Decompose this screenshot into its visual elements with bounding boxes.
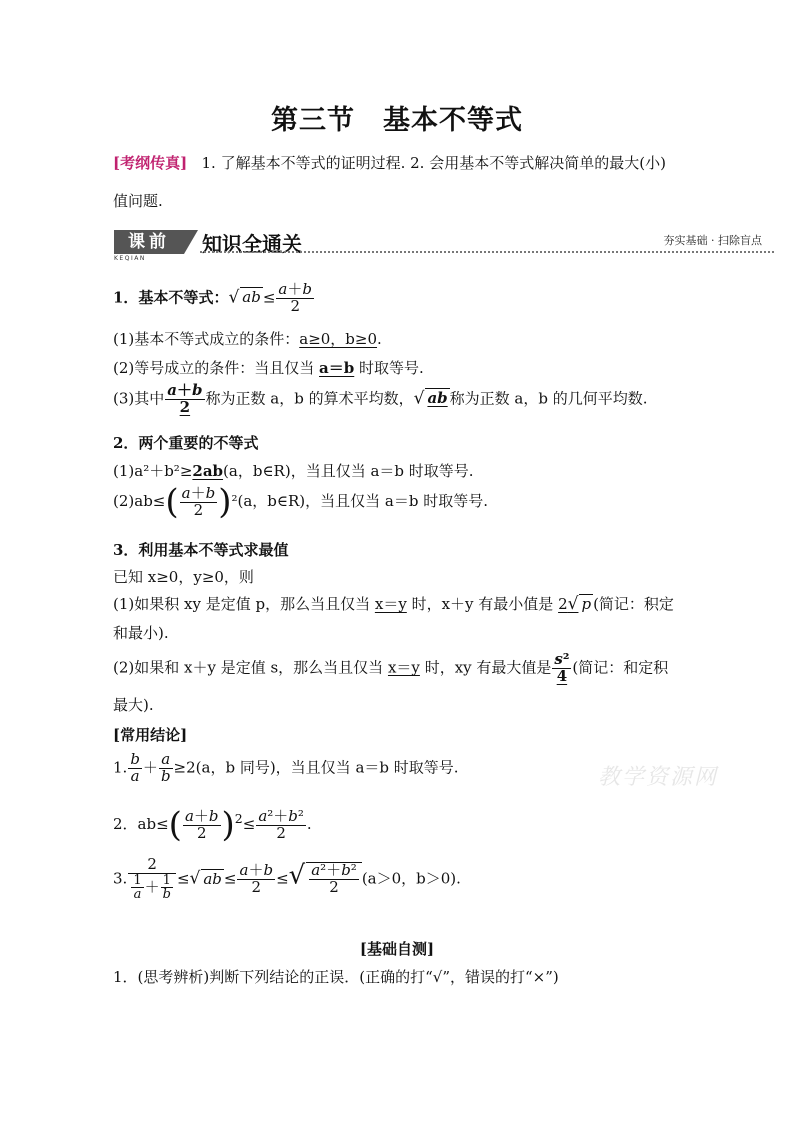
s3-item1: (1)如果积 xy 是定值 p，那么当且仅当 x＝y 时，x＋y 有最小值是 2√ p (简记：积定 <box>113 594 674 614</box>
s3-item2-cont: 最大). <box>113 696 154 714</box>
s3-item2-mid: 时，xy 有最大值是 <box>424 658 552 677</box>
banner-triangle <box>184 230 198 254</box>
s2-item2-pre: (2)ab≤ <box>113 492 166 510</box>
s3-heading: 3．利用基本不等式求最值 <box>113 541 289 559</box>
s3-item2-answer: x＝y <box>387 658 420 677</box>
s1-item3-pre: (3)其中 <box>113 389 165 408</box>
s1-item3-post: 称为正数 a，b 的几何平均数. <box>449 389 648 408</box>
watermark: 教学资源网 <box>598 765 719 790</box>
s1-item1-text: (1)基本不等式成立的条件： <box>113 330 300 348</box>
s3-item2-pre: (2)如果和 x＋y 是定值 s，那么当且仅当 <box>113 658 384 677</box>
banner-heading: 知识全通关 <box>202 232 302 256</box>
s1-item1: (1)基本不等式成立的条件：a≥0，b≥0. <box>113 330 382 348</box>
banner-pinyin: KEQIAN <box>114 255 146 262</box>
banner-subtitle: 夯实基础 · 扫除盲点 <box>663 234 762 247</box>
s3-given: 已知 x≥0，y≥0，则 <box>113 568 254 586</box>
s2-heading: 2．两个重要的不等式 <box>113 434 259 452</box>
s1-item2-answer: a＝b <box>319 359 355 377</box>
s1-item3-mid: 称为正数 a，b 的算术平均数， <box>205 389 414 408</box>
s3-item1-answer: x＝y <box>374 595 407 613</box>
page-title: 第三节 基本不等式 <box>271 105 523 136</box>
s1-item2 <box>113 357 424 378</box>
s2-item1-answer: 2ab <box>192 462 224 480</box>
syllabus-text: 1. 了解基本不等式的证明过程. 2. 会用基本不等式解决简单的最大(小) <box>201 154 666 172</box>
s1-item3: (3)其中 $\frac{a+b}{2}$ 称为正数 a，b 的算术平均数，√ ab 称为正数 a，b 的几何平均数. <box>113 381 648 416</box>
conclusion-1: 1. $\frac{b}{a}$ ＋ $\frac{a}{b}$ ≥2(a，b 同号)，当且仅当 a＝b 时取等号. <box>113 750 459 785</box>
s1-heading: 1．基本不等式：√ ab ≤ $\frac{a+b}{2}$ <box>113 280 312 315</box>
conclusion-1-text: ≥2(a，b 同号)，当且仅当 a＝b 时取等号. <box>173 758 459 777</box>
s2-item2: (2)ab≤( $\frac{a+b}{2}$ )²(a，b∈R)，当且仅当 a＝b 时取等号. <box>113 482 488 522</box>
s3-item2-post: (简记：和定积 <box>572 658 669 677</box>
s1-item2-post: 时取等号. <box>359 359 424 377</box>
self-test-heading: [基础自测] <box>359 940 435 958</box>
conclusion-2-pre: 2．ab≤ <box>113 815 169 833</box>
conclusion-3-text: (a＞0，b＞0). <box>361 869 461 888</box>
s2-item1-post: (a，b∈R)，当且仅当 a＝b 时取等号. <box>223 462 474 480</box>
s3-item1-mid: 时，x＋y 有最小值是 <box>411 595 554 613</box>
s3-item1-cont: 和最小). <box>113 624 169 642</box>
s1-heading-text: 1．基本不等式： <box>113 288 229 307</box>
conclusions-heading: [常用结论] <box>113 726 188 744</box>
s2-item1-pre: (1)a²＋b²≥ <box>113 462 193 480</box>
s2-item2-post: ²(a，b∈R)，当且仅当 a＝b 时取等号. <box>231 492 488 510</box>
s3-item2: (2)如果和 x＋y 是定值 s，那么当且仅当 x＝y 时，xy 有最大值是 $\frac{\text{s²}}{4}$ (简记：和定积 <box>113 650 669 685</box>
section-banner <box>114 228 774 262</box>
s1-item1-answer: a≥0，b≥0 <box>299 330 378 348</box>
s1-item2-pre: (2)等号成立的条件：当且仅当 <box>113 359 315 377</box>
conclusion-2: 2．ab≤( $\frac{a+b}{2}$ )$^2$≤ $\frac{\text{a²＋b²}}{2}$ . <box>113 805 312 845</box>
banner-dotted-line <box>200 251 774 253</box>
syllabus-tag: [考纲传真] <box>113 154 188 172</box>
s3-item1-post: (简记：积定 <box>593 595 674 613</box>
syllabus-line <box>113 152 666 173</box>
self-test-q1: 1．(思考辨析)判断下列结论的正误．(正确的打“√”，错误的打“×”) <box>113 968 559 986</box>
conclusion-3: 3. 2 $\frac{1}{a}$ ＋ $\frac{1}{b}$ ≤√ ab ≤ $\frac{a+b}{2}$ ≤√ $\frac{\text{a²＋b²}}{2}$ (a＞0，b＞0). <box>113 855 461 903</box>
s2-item1 <box>113 460 474 481</box>
syllabus-text-cont: 值问题. <box>113 192 163 210</box>
s3-item1-pre: (1)如果积 xy 是定值 p，那么当且仅当 <box>113 595 371 613</box>
banner-box: 课前 <box>114 230 184 254</box>
